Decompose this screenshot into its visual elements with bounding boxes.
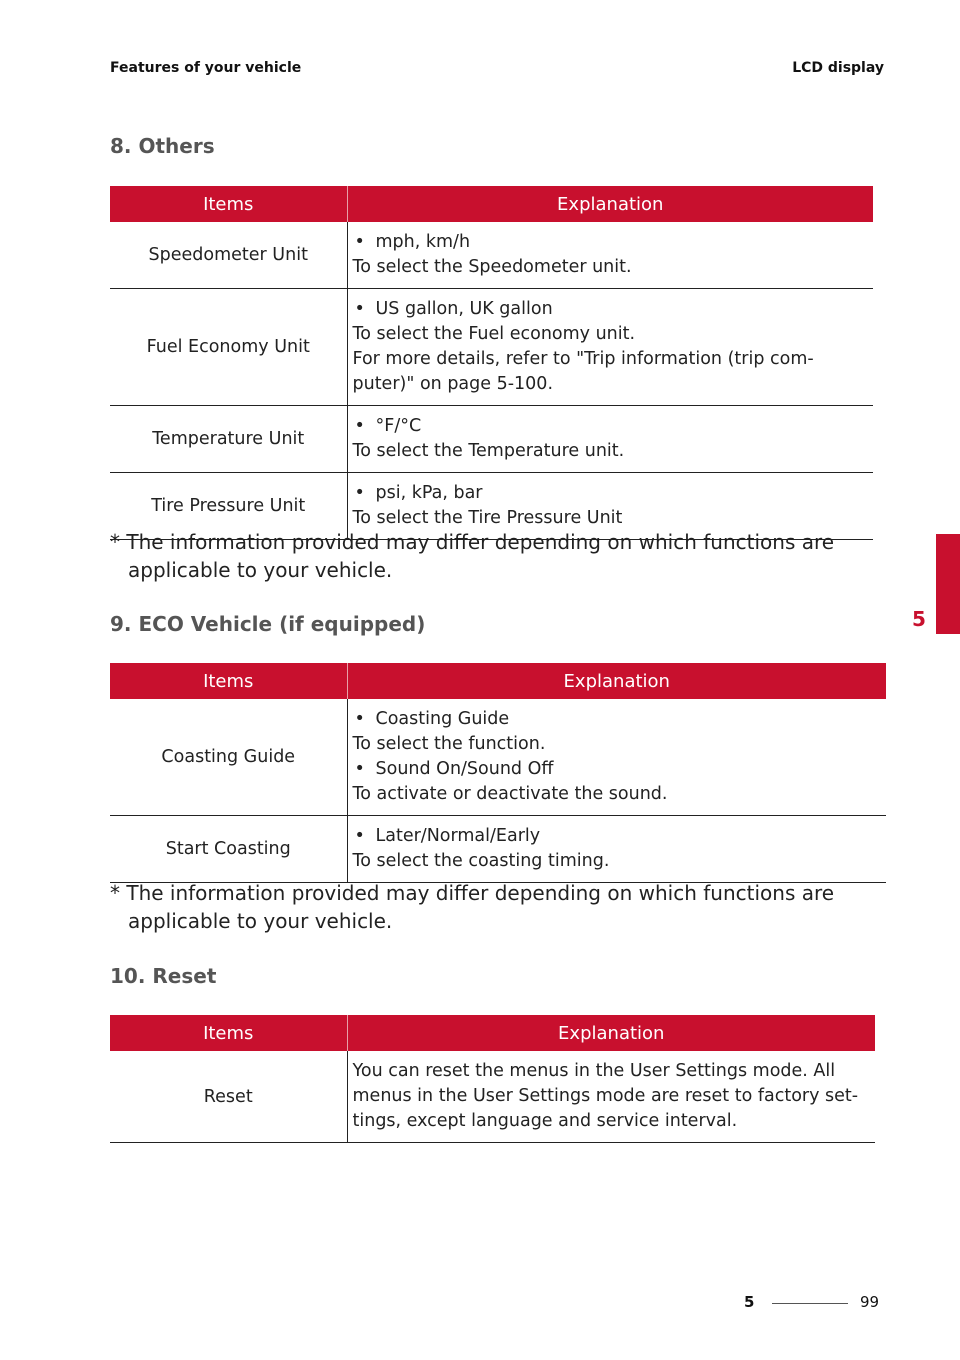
bullet-option-line: • Sound On/Sound Off [353, 757, 887, 782]
bullet-option-line: • °F/°C [353, 414, 874, 439]
explanation-line: To select the Fuel economy unit. [352, 324, 636, 344]
eco-vehicle-table [110, 663, 886, 883]
item-cell: Coasting Guide [110, 699, 347, 816]
table-header-row [110, 663, 886, 699]
others-table [110, 186, 873, 540]
section-8-footnote: * The information provided may differ depending on which functions are applicable to your vehicle. [110, 530, 835, 582]
section-8-title: 8. Others [110, 134, 215, 158]
explanation-cell [347, 1051, 875, 1143]
footer-page-number: 99 [860, 1293, 880, 1311]
reset-table-body [110, 1051, 875, 1143]
column-header-explanation: Explanation [347, 1015, 875, 1051]
column-header-explanation: Explanation [347, 186, 873, 222]
explanation-cell [347, 699, 886, 816]
item-cell: Start Coasting [110, 816, 347, 883]
eco-vehicle-table-body [110, 699, 886, 883]
table-header-row [110, 186, 873, 222]
reset-table [110, 1015, 875, 1143]
header-chapter-title: Features of your vehicle [110, 60, 302, 76]
column-header-items: Items [110, 186, 347, 222]
explanation-line: puter)" on page 5-100. [352, 374, 554, 394]
item-cell: Fuel Economy Unit [110, 289, 347, 406]
item-cell: Reset [110, 1051, 347, 1143]
table-header-row [110, 1015, 875, 1051]
explanation-line: To activate or deactivate the sound. [352, 784, 668, 804]
explanation-line: To select the Speedometer unit. [352, 257, 632, 277]
explanation-line: You can reset the menus in the User Settings mode. All [352, 1061, 836, 1081]
table-row [110, 816, 886, 883]
footer-section-number: 5 [744, 1293, 755, 1311]
explanation-line: menus in the User Settings mode are reset to factory set- [352, 1086, 859, 1106]
table-row [110, 699, 886, 816]
item-cell: Tire Pressure Unit [110, 473, 347, 540]
table-row [110, 406, 873, 473]
explanation-cell [347, 406, 873, 473]
explanation-line: For more details, refer to "Trip information (trip com- [352, 349, 814, 369]
chapter-tab-marker [936, 534, 960, 634]
explanation-line: To select the function. [352, 734, 546, 754]
bullet-option-line: • US gallon, UK gallon [353, 297, 874, 322]
header-section-title: LCD display [792, 60, 884, 76]
explanation-line: To select the coasting timing. [352, 851, 610, 871]
column-header-items: Items [110, 1015, 347, 1051]
section-9-title: 9. ECO Vehicle (if equipped) [110, 612, 426, 636]
explanation-line: To select the Tire Pressure Unit [352, 508, 623, 528]
item-cell: Speedometer Unit [110, 222, 347, 289]
footer-divider [772, 1303, 848, 1304]
column-header-items: Items [110, 663, 347, 699]
bullet-option-line: • Coasting Guide [353, 707, 887, 732]
others-table-body [110, 222, 873, 540]
explanation-line: tings, except language and service interval. [352, 1111, 738, 1131]
explanation-line: To select the Temperature unit. [352, 441, 625, 461]
column-header-explanation: Explanation [347, 663, 886, 699]
bullet-option-line: • psi, kPa, bar [353, 481, 874, 506]
item-cell: Temperature Unit [110, 406, 347, 473]
explanation-cell [347, 816, 886, 883]
bullet-option-line: • mph, km/h [353, 230, 874, 255]
bullet-option-line: • Later/Normal/Early [353, 824, 887, 849]
chapter-tab-number: 5 [912, 607, 926, 631]
table-row [110, 1051, 875, 1143]
table-row [110, 222, 873, 289]
explanation-cell [347, 222, 873, 289]
explanation-cell [347, 289, 873, 406]
table-row [110, 289, 873, 406]
section-9-footnote: * The information provided may differ depending on which functions are applicable to your vehicle. [110, 881, 835, 933]
section-10-title: 10. Reset [110, 964, 217, 988]
